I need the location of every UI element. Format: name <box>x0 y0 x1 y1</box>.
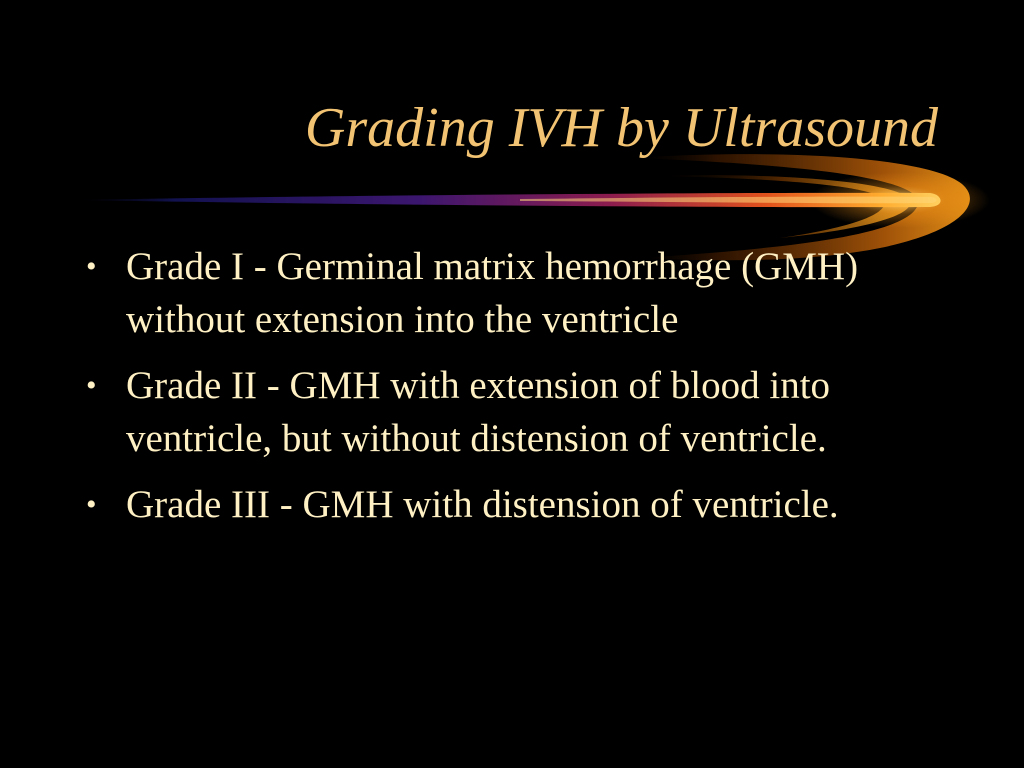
bullet-text: Grade III - GMH with distension of ventricle. <box>126 483 839 526</box>
bullet-item <box>86 359 936 465</box>
bullet-dot-icon: • <box>86 369 97 402</box>
bullet-dot-icon: • <box>86 250 97 283</box>
bullet-item <box>86 240 936 346</box>
bullet-text: Grade II - GMH with extension of blood into ventricle, but without distension of ventricle. <box>126 364 831 460</box>
bullet-list <box>86 240 936 544</box>
bullet-text: Grade I - Germinal matrix hemorrhage (GMH) without extension into the ventricle <box>126 245 859 341</box>
bullet-item <box>86 478 936 531</box>
slide-title: Grading IVH by Ultrasound <box>304 97 938 159</box>
bullet-dot-icon: • <box>86 488 97 521</box>
